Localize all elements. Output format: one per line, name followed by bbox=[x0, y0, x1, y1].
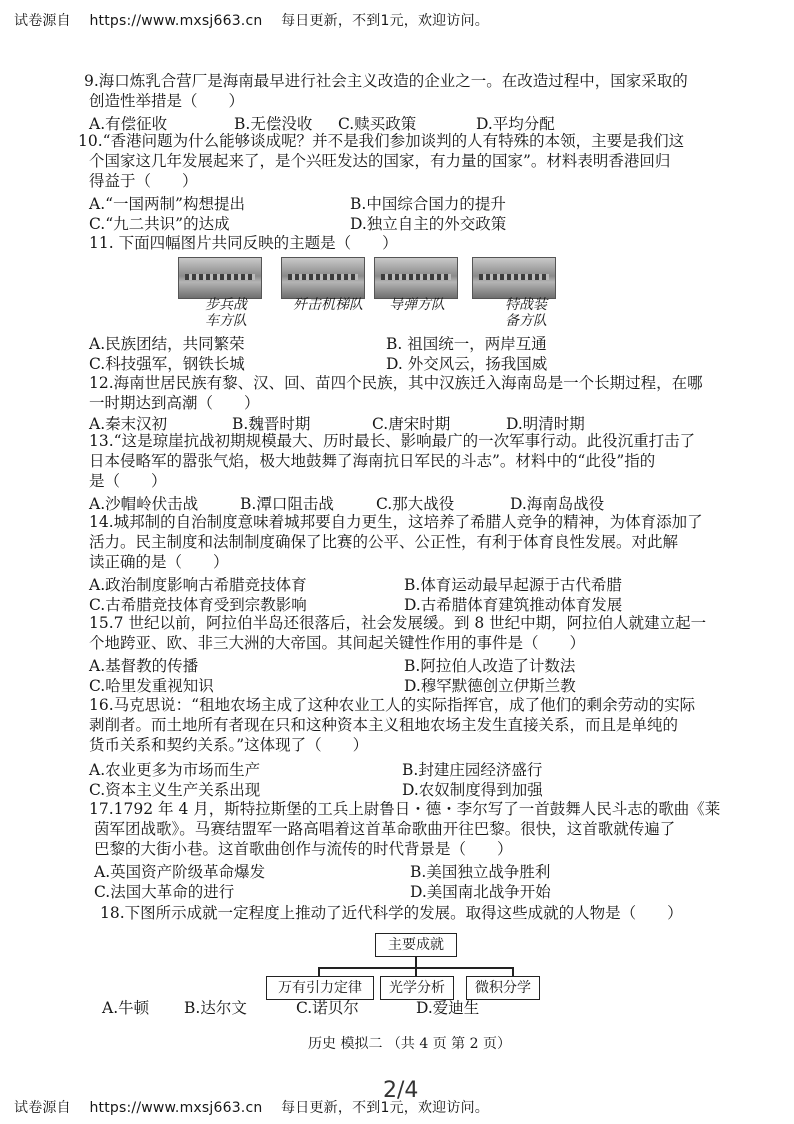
q12-option-c: C.唐宋时期 bbox=[372, 415, 451, 433]
q17-line-2: 茵军团战歌》。马赛结盟军一路高唱着这首革命歌曲开往巴黎。很快，这首歌就传遍了 bbox=[94, 820, 676, 838]
page-marker: 2/4 bbox=[383, 1078, 419, 1103]
diagram-node-gravity: 万有引力定律 bbox=[266, 976, 374, 1000]
caption-4: 特战装 备方队 bbox=[505, 297, 547, 329]
q18-option-a: A.牛顿 bbox=[102, 999, 150, 1017]
q13-line-1: 13.“这是琼崖抗战初期规模最大、历时最长、影响最广的一次军事行动。此役沉重打击了 bbox=[89, 432, 696, 450]
caption-3: 导弹方队 bbox=[389, 297, 445, 313]
q15-line-1: 15.7 世纪以前，阿拉伯半岛还很落后，社会发展缓。到 8 世纪中期，阿拉伯人就建立起一 bbox=[89, 614, 707, 632]
q10-option-b: B.中国综合国力的提升 bbox=[350, 195, 506, 213]
q17-option-a: A.英国资产阶级革命爆发 bbox=[94, 863, 266, 881]
q10-line-2: 个国家这几年发展起来了，是个兴旺发达的国家，有力量的国家”。材料表明香港回归 bbox=[89, 152, 671, 170]
photo-infantry-vehicle bbox=[178, 257, 262, 299]
diagram-connector-mid bbox=[415, 967, 417, 976]
q12-option-d: D.明清时期 bbox=[506, 415, 585, 433]
q14-line-1: 14.城邦制的自治制度意味着城邦要自力更生，这培养了希腊人竞争的精神，为体育添加了 bbox=[89, 513, 703, 531]
q16-option-c: C.资本主义生产关系出现 bbox=[89, 781, 261, 799]
q10-line-1: 10.“香港问题为什么能够谈成呢？并不是我们参加谈判的人有特殊的本领，主要是我们这 bbox=[78, 132, 685, 150]
q11-option-b: B. 祖国统一，两岸互通 bbox=[386, 335, 547, 353]
q16-line-2: 剥削者。而土地所有者现在只和这种资本主义租地农场主发生直接关系，而且是单纯的 bbox=[89, 716, 679, 734]
q13-line-2: 日本侵略军的嚣张气焰，极大地鼓舞了海南抗日军民的斗志”。材料中的“此役”指的 bbox=[89, 452, 656, 470]
q12-line-1: 12.海南世居民族有黎、汉、回、苗四个民族，其中汉族迁入海南岛是一个长期过程，在哪 bbox=[89, 374, 703, 392]
caption-1: 步兵战 车方队 bbox=[205, 297, 247, 329]
q9-line-2: 创造性举措是（ ） bbox=[89, 92, 245, 110]
q17-option-d: D.美国南北战争开始 bbox=[410, 883, 551, 901]
q9-option-c: C.赎买政策 bbox=[338, 115, 417, 133]
q9-option-d: D.平均分配 bbox=[476, 115, 555, 133]
q16-option-a: A.农业更多为市场而生产 bbox=[89, 761, 261, 779]
page-footer: 历史 模拟二 （共 4 页 第 2 页） bbox=[308, 1036, 511, 1052]
banner-slogan: 每日更新，不到1元，欢迎访问。 bbox=[281, 1100, 489, 1116]
q13-line-3: 是（ ） bbox=[89, 472, 167, 490]
q14-option-d: D.古希腊体育建筑推动体育发展 bbox=[404, 596, 623, 614]
photo-special-forces bbox=[472, 257, 556, 299]
q15-option-b: B.阿拉伯人改造了计数法 bbox=[404, 657, 576, 675]
q16-option-b: B.封建庄园经济盛行 bbox=[402, 761, 543, 779]
q10-line-3: 得益于（ ） bbox=[89, 172, 198, 190]
q16-line-3: 货币关系和契约关系。”这体现了（ ） bbox=[89, 736, 369, 754]
q18-option-c: C.诺贝尔 bbox=[296, 999, 359, 1017]
q18-option-d: D.爱迪生 bbox=[416, 999, 480, 1017]
q15-option-c: C.哈里发重视知识 bbox=[89, 677, 214, 695]
q17-line-3: 巴黎的大街小巷。这首歌曲创作与流传的时代背景是（ ） bbox=[94, 840, 513, 858]
q14-line-2: 活力。民主制度和法制制度确保了比赛的公平、公正性，有利于体育良性发展。对此解 bbox=[89, 533, 679, 551]
q13-option-a: A.沙帽岭伏击战 bbox=[89, 495, 199, 513]
q9-option-a: A.有偿征收 bbox=[89, 115, 168, 133]
diagram-connector-root bbox=[415, 957, 417, 967]
banner-url[interactable]: https://www.mxsj663.cn bbox=[89, 1100, 263, 1116]
q9-line-1: 9.海口炼乳合营厂是海南最早进行社会主义改造的企业之一。在改造过程中，国家采取的 bbox=[84, 72, 688, 90]
q11-line-1: 11. 下面四幅图片共同反映的主题是（ ） bbox=[89, 234, 398, 252]
q12-option-b: B.魏晋时期 bbox=[232, 415, 311, 433]
q17-option-b: B.美国独立战争胜利 bbox=[410, 863, 551, 881]
q13-option-d: D.海南岛战役 bbox=[510, 495, 605, 513]
bottom-banner bbox=[14, 1097, 503, 1117]
photo-fighter-jets bbox=[281, 257, 365, 299]
q14-option-c: C.古希腊竞技体育受到宗教影响 bbox=[89, 596, 307, 614]
top-banner bbox=[14, 10, 503, 30]
q13-option-c: C.那大战役 bbox=[376, 495, 455, 513]
diagram-connector-right bbox=[512, 967, 514, 976]
q11-option-a: A.民族团结，共同繁荣 bbox=[89, 335, 245, 353]
q16-option-d: D.农奴制度得到加强 bbox=[402, 781, 543, 799]
q15-line-2: 个地跨亚、欧、非三大洲的大帝国。其间起关键性作用的事件是（ ） bbox=[89, 634, 586, 652]
caption-2: 歼击机梯队 bbox=[293, 297, 363, 313]
q18-option-b: B.达尔文 bbox=[184, 999, 247, 1017]
q15-option-a: A.基督教的传播 bbox=[89, 657, 199, 675]
q14-option-b: B.体育运动最早起源于古代希腊 bbox=[404, 576, 622, 594]
q10-option-a: A.“一国两制”构想提出 bbox=[89, 195, 245, 213]
diagram-node-calculus: 微积分学 bbox=[466, 976, 540, 1000]
q11-option-d: D. 外交风云，扬我国威 bbox=[386, 355, 548, 373]
q17-option-c: C.法国大革命的进行 bbox=[94, 883, 235, 901]
q9-option-b: B.无偿没收 bbox=[234, 115, 313, 133]
banner-url[interactable]: https://www.mxsj663.cn bbox=[89, 13, 263, 29]
q15-option-d: D.穆罕默德创立伊斯兰教 bbox=[404, 677, 576, 695]
banner-source: 试卷源自 bbox=[14, 13, 71, 29]
q16-line-1: 16.马克思说：“租地农场主成了这种农业工人的实际指挥官，成了他们的剩余劳动的实际 bbox=[89, 696, 696, 714]
q12-line-2: 一时期达到高潮（ ） bbox=[89, 394, 260, 412]
q18-line-1: 18.下图所示成就一定程度上推动了近代科学的发展。取得这些成就的人物是（ ） bbox=[100, 904, 683, 922]
q11-option-c: C.科技强军，钢铁长城 bbox=[89, 355, 245, 373]
diagram-root: 主要成就 bbox=[375, 933, 457, 957]
q10-option-d: D.独立自主的外交政策 bbox=[350, 215, 507, 233]
q12-option-a: A.秦末汉初 bbox=[89, 415, 168, 433]
q13-option-b: B.潭口阻击战 bbox=[240, 495, 334, 513]
diagram-connector-left bbox=[318, 967, 320, 976]
q14-option-a: A.政治制度影响古希腊竞技体育 bbox=[89, 576, 307, 594]
q14-line-3: 读正确的是（ ） bbox=[89, 553, 229, 571]
photo-missiles bbox=[374, 257, 458, 299]
banner-slogan: 每日更新，不到1元，欢迎访问。 bbox=[281, 13, 489, 29]
diagram-node-optics: 光学分析 bbox=[380, 976, 454, 1000]
banner-source: 试卷源自 bbox=[14, 1100, 71, 1116]
q10-option-c: C.“九二共识”的达成 bbox=[89, 215, 230, 233]
q17-line-1: 17.1792 年 4 月，斯特拉斯堡的工兵上尉鲁日・德・李尔写了一首鼓舞人民斗志的歌曲《莱 bbox=[89, 800, 721, 818]
